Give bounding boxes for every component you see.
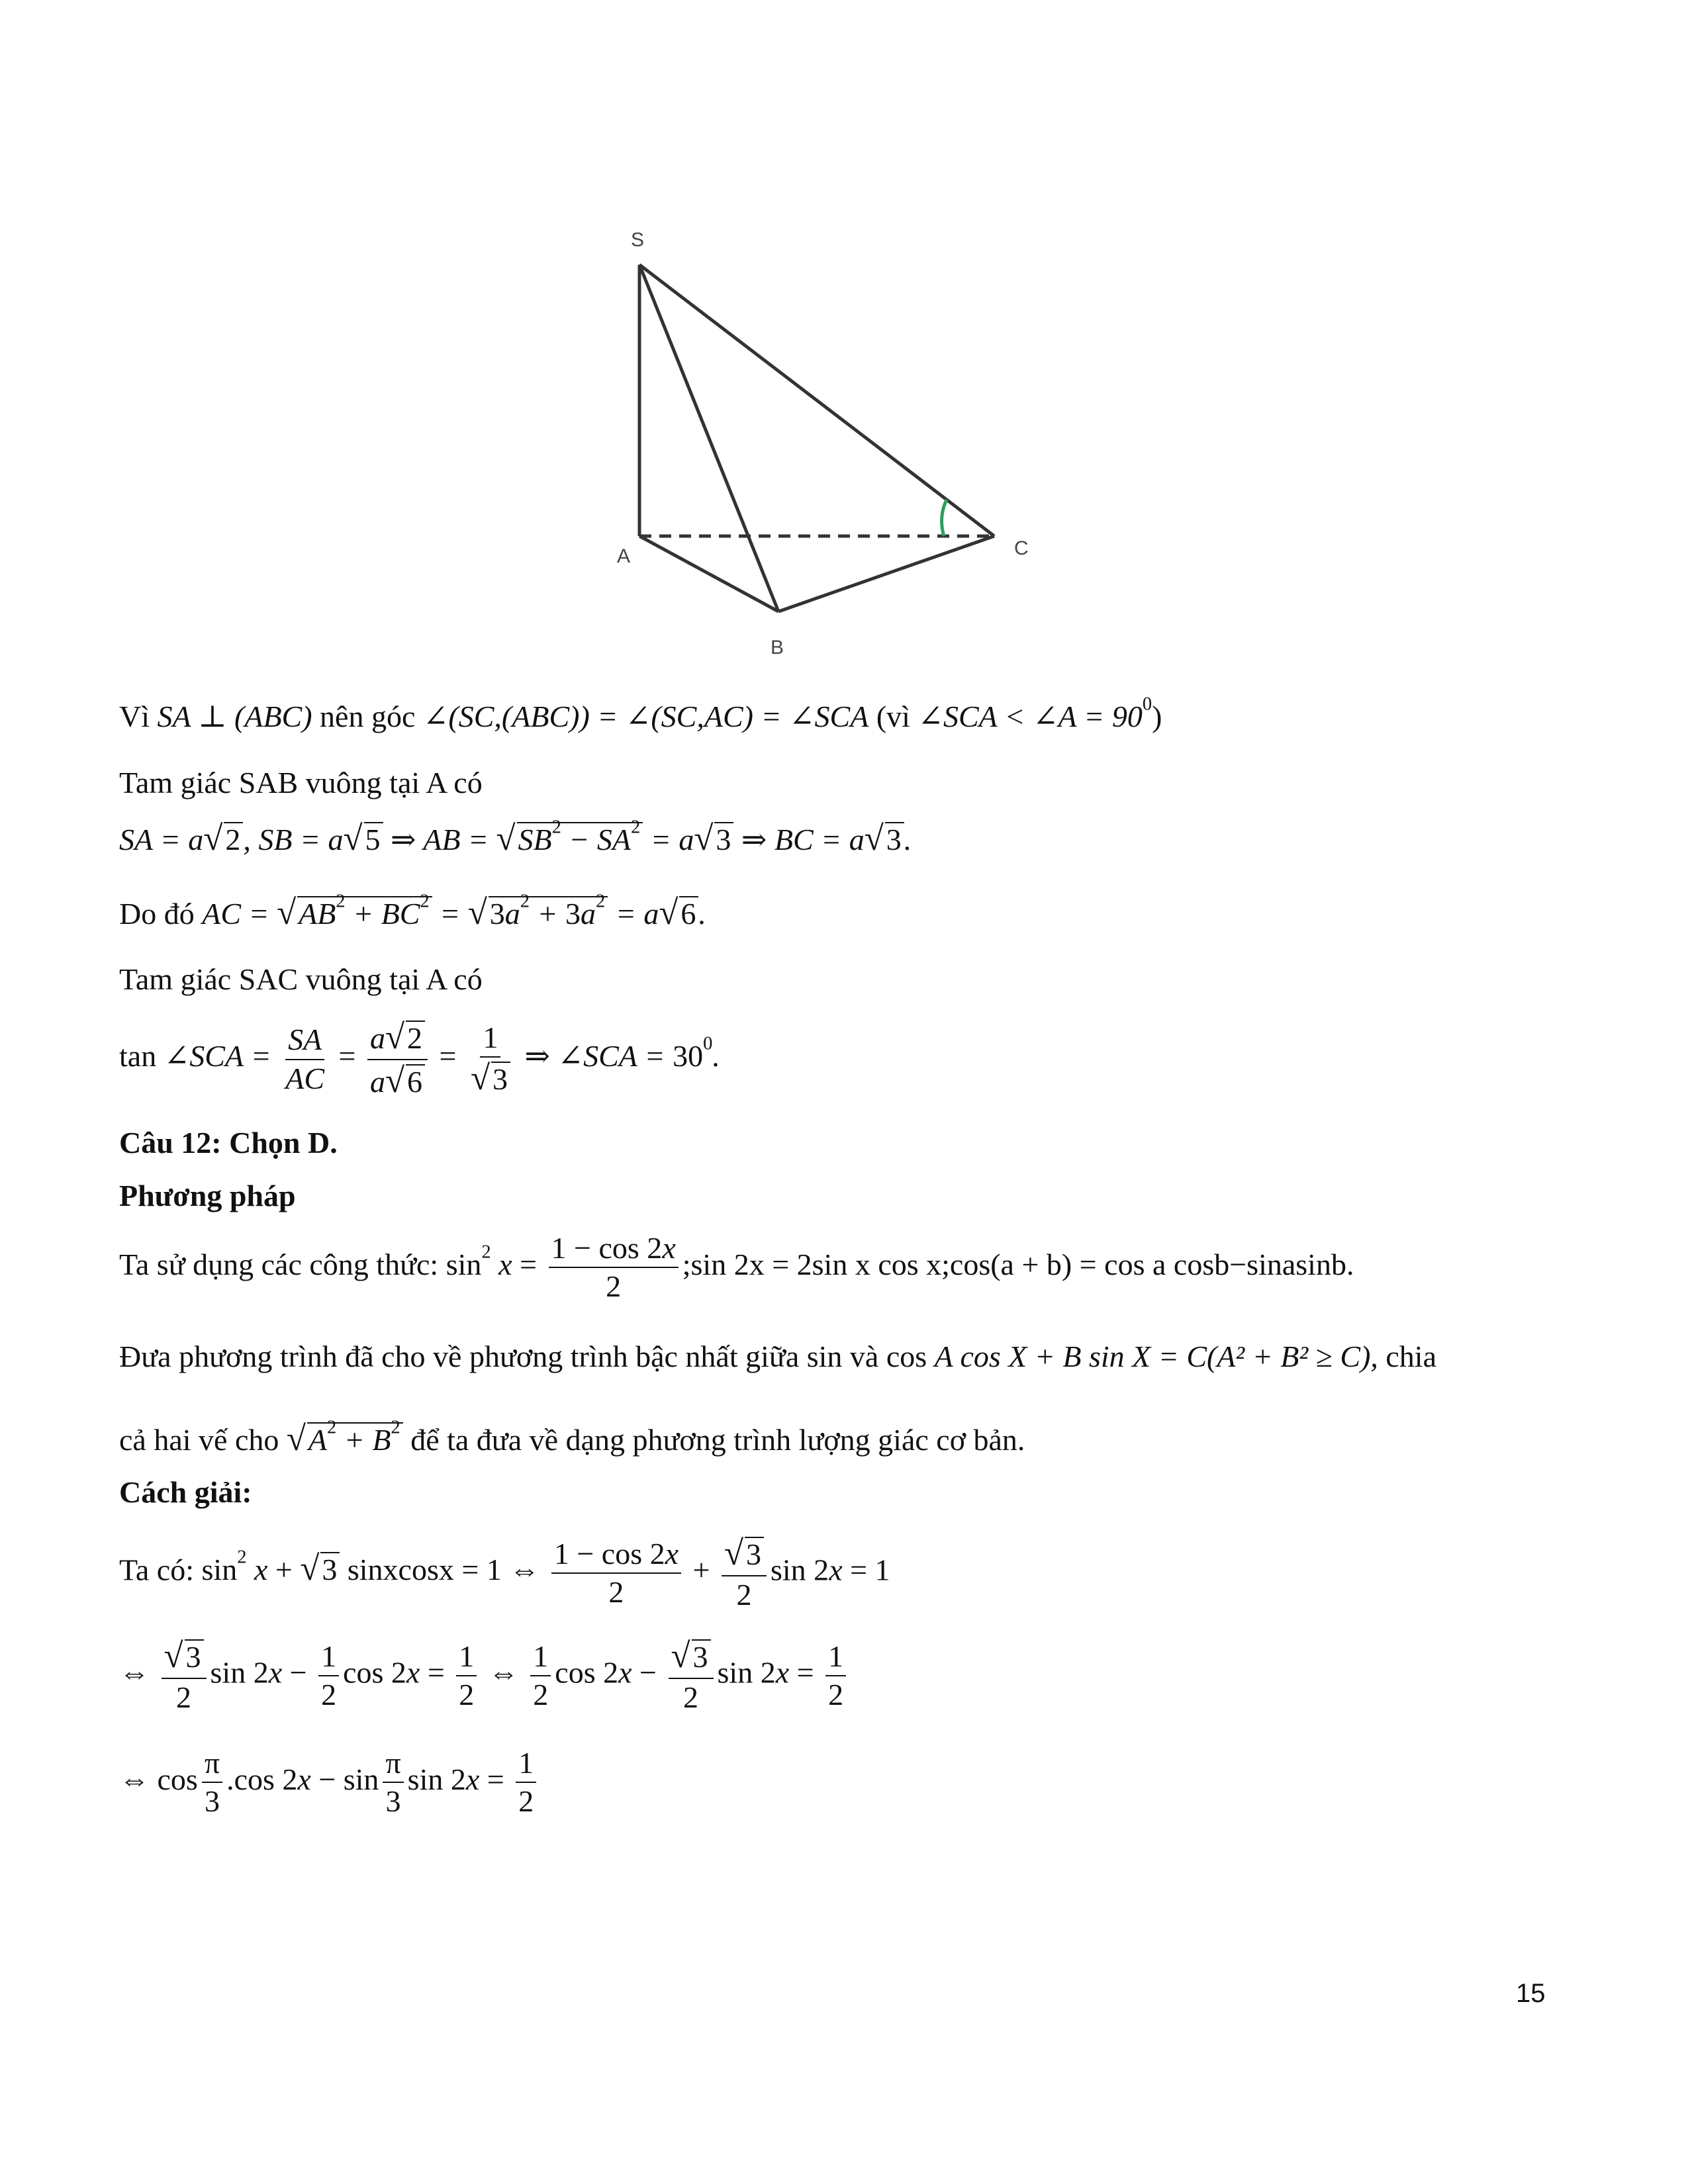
line-dua-phuong-trinh	[119, 1340, 1436, 1374]
line-tam-giac-sac	[119, 963, 483, 997]
math-sa-perp-abc: SA ⊥ (ABC)	[157, 700, 312, 733]
label-b: B	[771, 637, 784, 659]
edge-ab	[639, 536, 778, 612]
text-vi-open: (vì	[876, 700, 910, 733]
line-equivalent-1: ⇔ $\frac{√3}{2}$ sin 2x − $\frac{1}{2}$ cos 2x = $\frac{1}{2}$ ⇔ $\frac{1}{2}$ cos 2x − $\frac{√3}{2}$ sin 2x = $\frac{1}{2}$	[119, 1638, 850, 1713]
text-close-paren: )	[1152, 700, 1162, 733]
math-condition: (A² + B² ≥ C),	[1207, 1340, 1378, 1373]
text-vi: Vì	[119, 700, 150, 733]
line-perpendicular	[119, 694, 1162, 734]
label-s: S	[631, 229, 645, 251]
text-cach-giai: Cách giải:	[119, 1475, 252, 1509]
heading-cau-12	[119, 1126, 338, 1160]
line-equivalent-2: ⇔ cos $\frac{\pi}{3}$ .cos 2x − sin $\frac{\pi}{3}$ sin 2x = $\frac{1}{2}$	[119, 1747, 540, 1818]
heading-cach-giai	[119, 1476, 252, 1510]
text-cau-12: Câu 12: Chọn D.	[119, 1126, 338, 1160]
text-ta-co: Ta có:	[119, 1553, 195, 1587]
text-ta-su-dung: Ta sử dụng các công thức:	[119, 1247, 439, 1281]
edge-bc	[778, 536, 994, 612]
math-formulas-tail: ;sin 2x = 2sin x cos x;cos(a + b) = cos a cosb−sinasinb.	[682, 1247, 1354, 1281]
math-acos-bsin: A cos X + B sin X = C	[934, 1340, 1207, 1373]
angle-sca-mark	[942, 500, 947, 536]
pyramid-figure	[569, 212, 1099, 675]
line-tam-giac-sab	[119, 766, 483, 800]
page-number: 15	[1516, 1979, 1546, 2008]
line-chia-hai-ve: cả hai vế cho $√A^2 + B^2$ để ta đưa về dạng phương trình lượng giác cơ bản.	[119, 1417, 1025, 1458]
text-dua-phuong-trinh: Đưa phương trình đã cho về phương trình bậc nhất giữa sin và cos	[119, 1340, 927, 1373]
line-ta-co: Ta có: $\sin^2 x + √3$ sinxcosx = 1 ⇔ $\frac{1 - \cos 2x}{2}$ + $\frac{√3}{2}$ sin 2x = 1	[119, 1534, 890, 1612]
math-angle-equality: ∠(SC,(ABC)) = ∠(SC,AC) = ∠SCA	[422, 700, 869, 733]
line-tan-calc: tan ∠SCA = $\frac{SA}{AC}$ = $\frac{a√2}{a√6}$ = $\frac{1}{√3}$ ⇒ ∠SCA = $30^0$.	[119, 1018, 720, 1100]
text-ca-hai-ve: cả hai vế cho	[119, 1423, 279, 1457]
line-sab-calc: SA = a√2, SB = a√5 ⇒ AB = $√SB^2 - SA^2 = a√3$ ⇒ BC = a√3.	[119, 817, 912, 858]
text-phuong-phap: Phương pháp	[119, 1179, 296, 1212]
text-tam-giac-sab: Tam giác SAB vuông tại A có	[119, 766, 483, 799]
text-chia: chia	[1385, 1340, 1437, 1373]
text-de-dua-ve: để ta đưa về dạng phương trình lượng giác cơ bản.	[410, 1423, 1025, 1457]
heading-phuong-phap	[119, 1179, 296, 1213]
line-cong-thuc: Ta sử dụng các công thức: $\sin^2 x$ = $\frac{1 - \cos 2x}{2}$ ;sin 2x = 2sin x cos x;cos(a + b) = cos a cosb−sinasinb.	[119, 1231, 1354, 1304]
label-a: A	[617, 545, 631, 567]
label-c: C	[1014, 537, 1029, 559]
text-tam-giac-sac: Tam giác SAC vuông tại A có	[119, 962, 483, 996]
math-degree: 0	[1142, 694, 1152, 715]
text-do-do: Do đó	[119, 897, 195, 931]
math-angle-less: ∠SCA < ∠A = 90	[917, 700, 1143, 733]
text-nen-goc: nên góc	[320, 700, 416, 733]
line-ac-calc: Do đó AC = $√AB^2 + BC^2 = √3a^2 + 3a^2 = a√6$.	[119, 891, 706, 932]
